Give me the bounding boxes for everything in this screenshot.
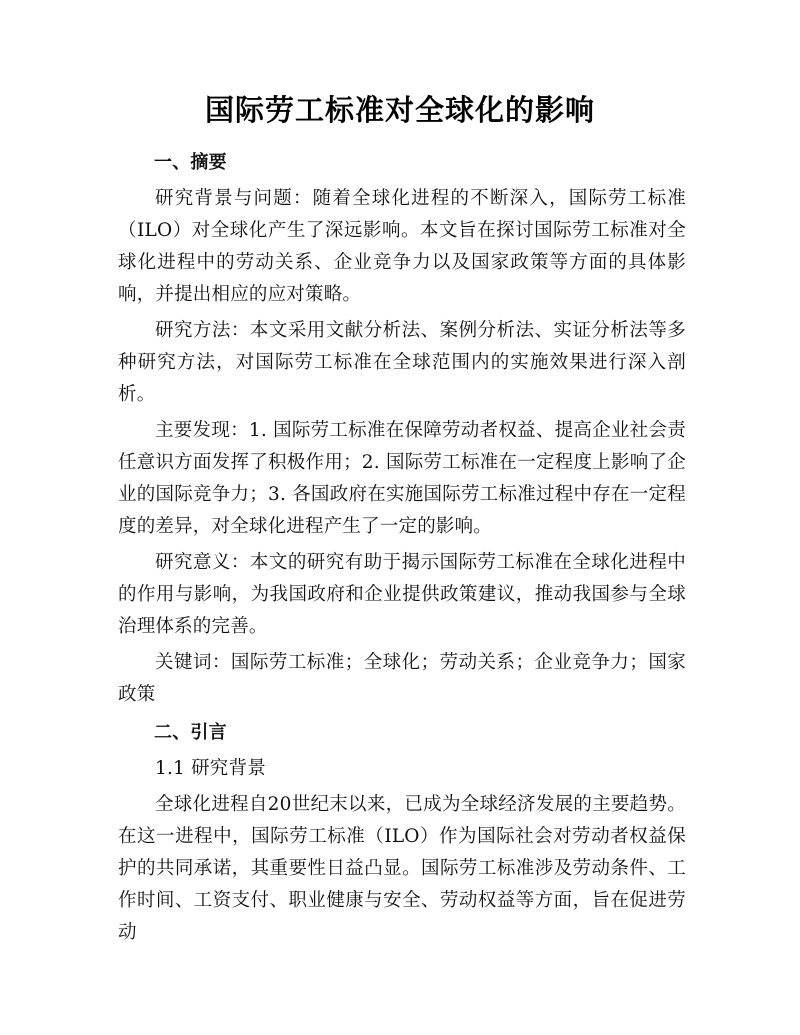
keywords-paragraph: 关键词：国际劳工标准；全球化；劳动关系；企业竞争力；国家政策: [118, 652, 686, 705]
abstract-significance-paragraph: 研究意义：本文的研究有助于揭示国际劳工标准在全球化进程中的作用与影响，为我国政府和企业提供政策建议，推动我国参与全球治理体系的完善。: [118, 552, 686, 637]
subsection-heading-background: 1.1 研究背景: [155, 758, 266, 779]
section-heading-abstract: 一、摘要: [154, 152, 227, 173]
abstract-background-paragraph: 研究背景与问题：随着全球化进程的不断深入，国际劳工标准（ILO）对全球化产生了深远影响。本文旨在探讨国际劳工标准对全球化进程中的劳动关系、企业竞争力以及国家政策等方面的具体影响，并提出相应的应对策略。: [118, 188, 686, 305]
abstract-methods-paragraph: 研究方法：本文采用文献分析法、案例分析法、实证分析法等多种研究方法，对国际劳工标准在全球范围内的实施效果进行深入剖析。: [118, 320, 686, 405]
document-body: [118, 147, 686, 949]
background-paragraph: 全球化进程自20世纪末以来，已成为全球经济发展的主要趋势。在这一进程中，国际劳工标准（ILO）作为国际社会对劳动者权益保护的共同承诺，其重要性日益凸显。国际劳工标准涉及劳动条件、工作时间、工资支付、职业健康与安全、劳动权益等方面，旨在促进劳动: [118, 794, 686, 943]
abstract-findings-paragraph: 主要发现：1. 国际劳工标准在保障劳动者权益、提高企业社会责任意识方面发挥了积极作用；2. 国际劳工标准在一定程度上影响了企业的国际竞争力；3. 各国政府在实施国际劳工标准过程中存在一定程度的差异，对全球化进程产生了一定的影响。: [118, 420, 686, 537]
section-heading-introduction: 二、引言: [154, 722, 227, 743]
document-title: 国际劳工标准对全球化的影响: [204, 93, 595, 127]
